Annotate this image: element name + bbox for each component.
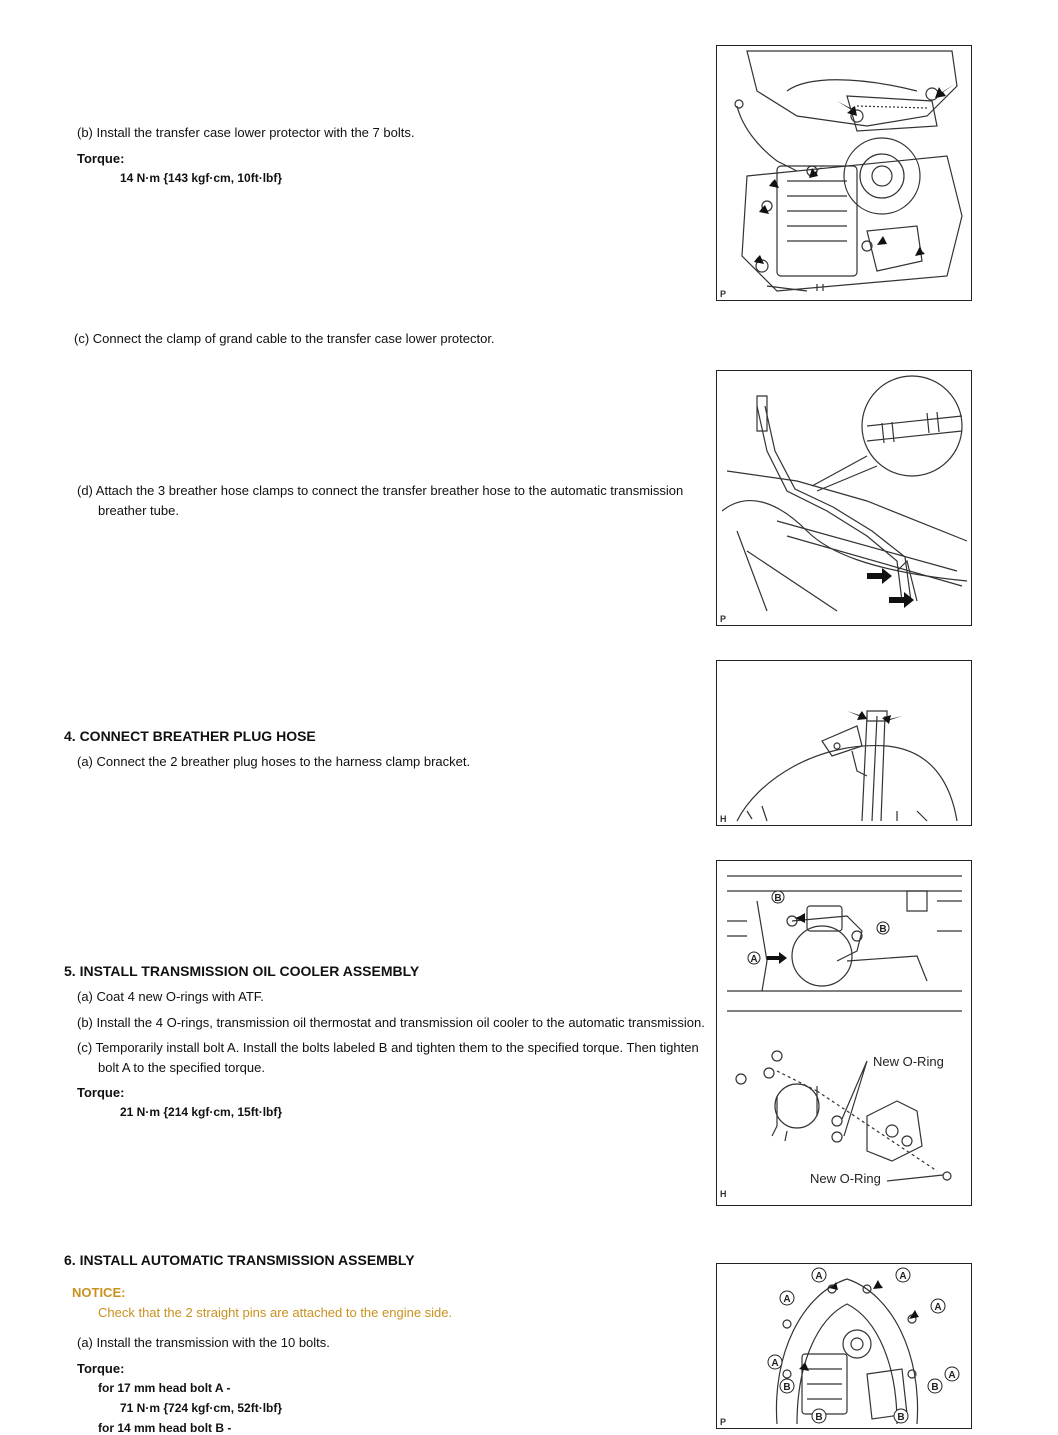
section-heading-4: 4. CONNECT BREATHER PLUG HOSE — [64, 728, 316, 744]
new-o-ring-callout: New O-Ring — [810, 1171, 881, 1186]
bolt-label-a: A — [750, 954, 758, 965]
bolt-label-b: B — [931, 1382, 939, 1393]
torque-bolt-a-label: for 17 mm head bolt A - — [98, 1381, 231, 1395]
figure-code: P — [720, 614, 727, 624]
figure-breather-hose — [716, 370, 972, 626]
step-d-text-line2: breather tube. — [98, 503, 179, 518]
notice-text: Check that the 2 straight pins are attached to the engine side. — [98, 1305, 453, 1320]
torque-value: 21 N·m {214 kgf·cm, 15ft·lbf} — [120, 1105, 283, 1119]
step6-a-text: (a) Install the transmission with the 10 bolts. — [77, 1335, 330, 1350]
step5-a-text: (a) Coat 4 new O-rings with ATF. — [77, 989, 264, 1004]
figure-transmission-bolts — [716, 1263, 972, 1429]
step5-b-text: (b) Install the 4 O-rings, transmission oil thermostat and transmission oil cooler to the automatic transmission. — [77, 1015, 705, 1030]
new-o-ring-callout: New O-Ring — [873, 1054, 944, 1069]
figure-transfer-protector — [716, 45, 972, 301]
oil-cooler-illustration — [717, 861, 971, 1205]
figure-breather-plug-hose — [716, 660, 972, 826]
bolt-label-b: B — [774, 893, 782, 904]
bolt-label-b: B — [815, 1412, 823, 1423]
bolt-label-b: B — [897, 1412, 905, 1423]
figure-code: H — [720, 1189, 727, 1199]
bolt-label-b: B — [879, 924, 887, 935]
torque-label: Torque: — [77, 1361, 125, 1376]
notice-label: NOTICE: — [72, 1285, 126, 1300]
step-b-text: (b) Install the transfer case lower protector with the 7 bolts. — [77, 125, 415, 140]
bolt-label-a: A — [815, 1271, 823, 1282]
torque-bolt-a-value: 71 N·m {724 kgf·cm, 52ft·lbf} — [120, 1401, 283, 1415]
bolt-label-b: B — [783, 1382, 791, 1393]
breather-hose-illustration — [717, 371, 971, 625]
step-d-text-line1: (d) Attach the 3 breather hose clamps to connect the transfer breather hose to the automatic transmission — [77, 483, 684, 498]
transmission-bolts-illustration — [717, 1264, 971, 1428]
transfer-protector-illustration — [717, 46, 971, 300]
breather-plug-hose-illustration — [717, 661, 971, 825]
torque-bolt-b-label: for 14 mm head bolt B - — [98, 1421, 232, 1435]
figure-code: P — [720, 289, 727, 299]
bolt-label-a: A — [899, 1271, 907, 1282]
torque-value: 14 N·m {143 kgf·cm, 10ft·lbf} — [120, 171, 283, 185]
section-heading-5: 5. INSTALL TRANSMISSION OIL COOLER ASSEMBLY — [64, 963, 420, 979]
bolt-label-a: A — [934, 1302, 942, 1313]
bolt-label-a: A — [771, 1358, 779, 1369]
step5-c-text-line1: (c) Temporarily install bolt A. Install the bolts labeled B and tighten them to the specified torque. Then tighten — [77, 1040, 699, 1055]
torque-label: Torque: — [77, 151, 125, 166]
bolt-label-a: A — [783, 1294, 791, 1305]
bolt-label-a: A — [948, 1370, 956, 1381]
figure-oil-cooler — [716, 860, 972, 1206]
figure-code: H — [720, 814, 727, 824]
figure-code: P — [720, 1417, 727, 1427]
section-heading-6: 6. INSTALL AUTOMATIC TRANSMISSION ASSEMBLY — [64, 1252, 415, 1268]
step5-c-text-line2: bolt A to the specified torque. — [98, 1060, 265, 1075]
step4-a-text: (a) Connect the 2 breather plug hoses to the harness clamp bracket. — [77, 754, 471, 769]
step-c-text: (c) Connect the clamp of grand cable to the transfer case lower protector. — [74, 331, 495, 346]
torque-label: Torque: — [77, 1085, 125, 1100]
